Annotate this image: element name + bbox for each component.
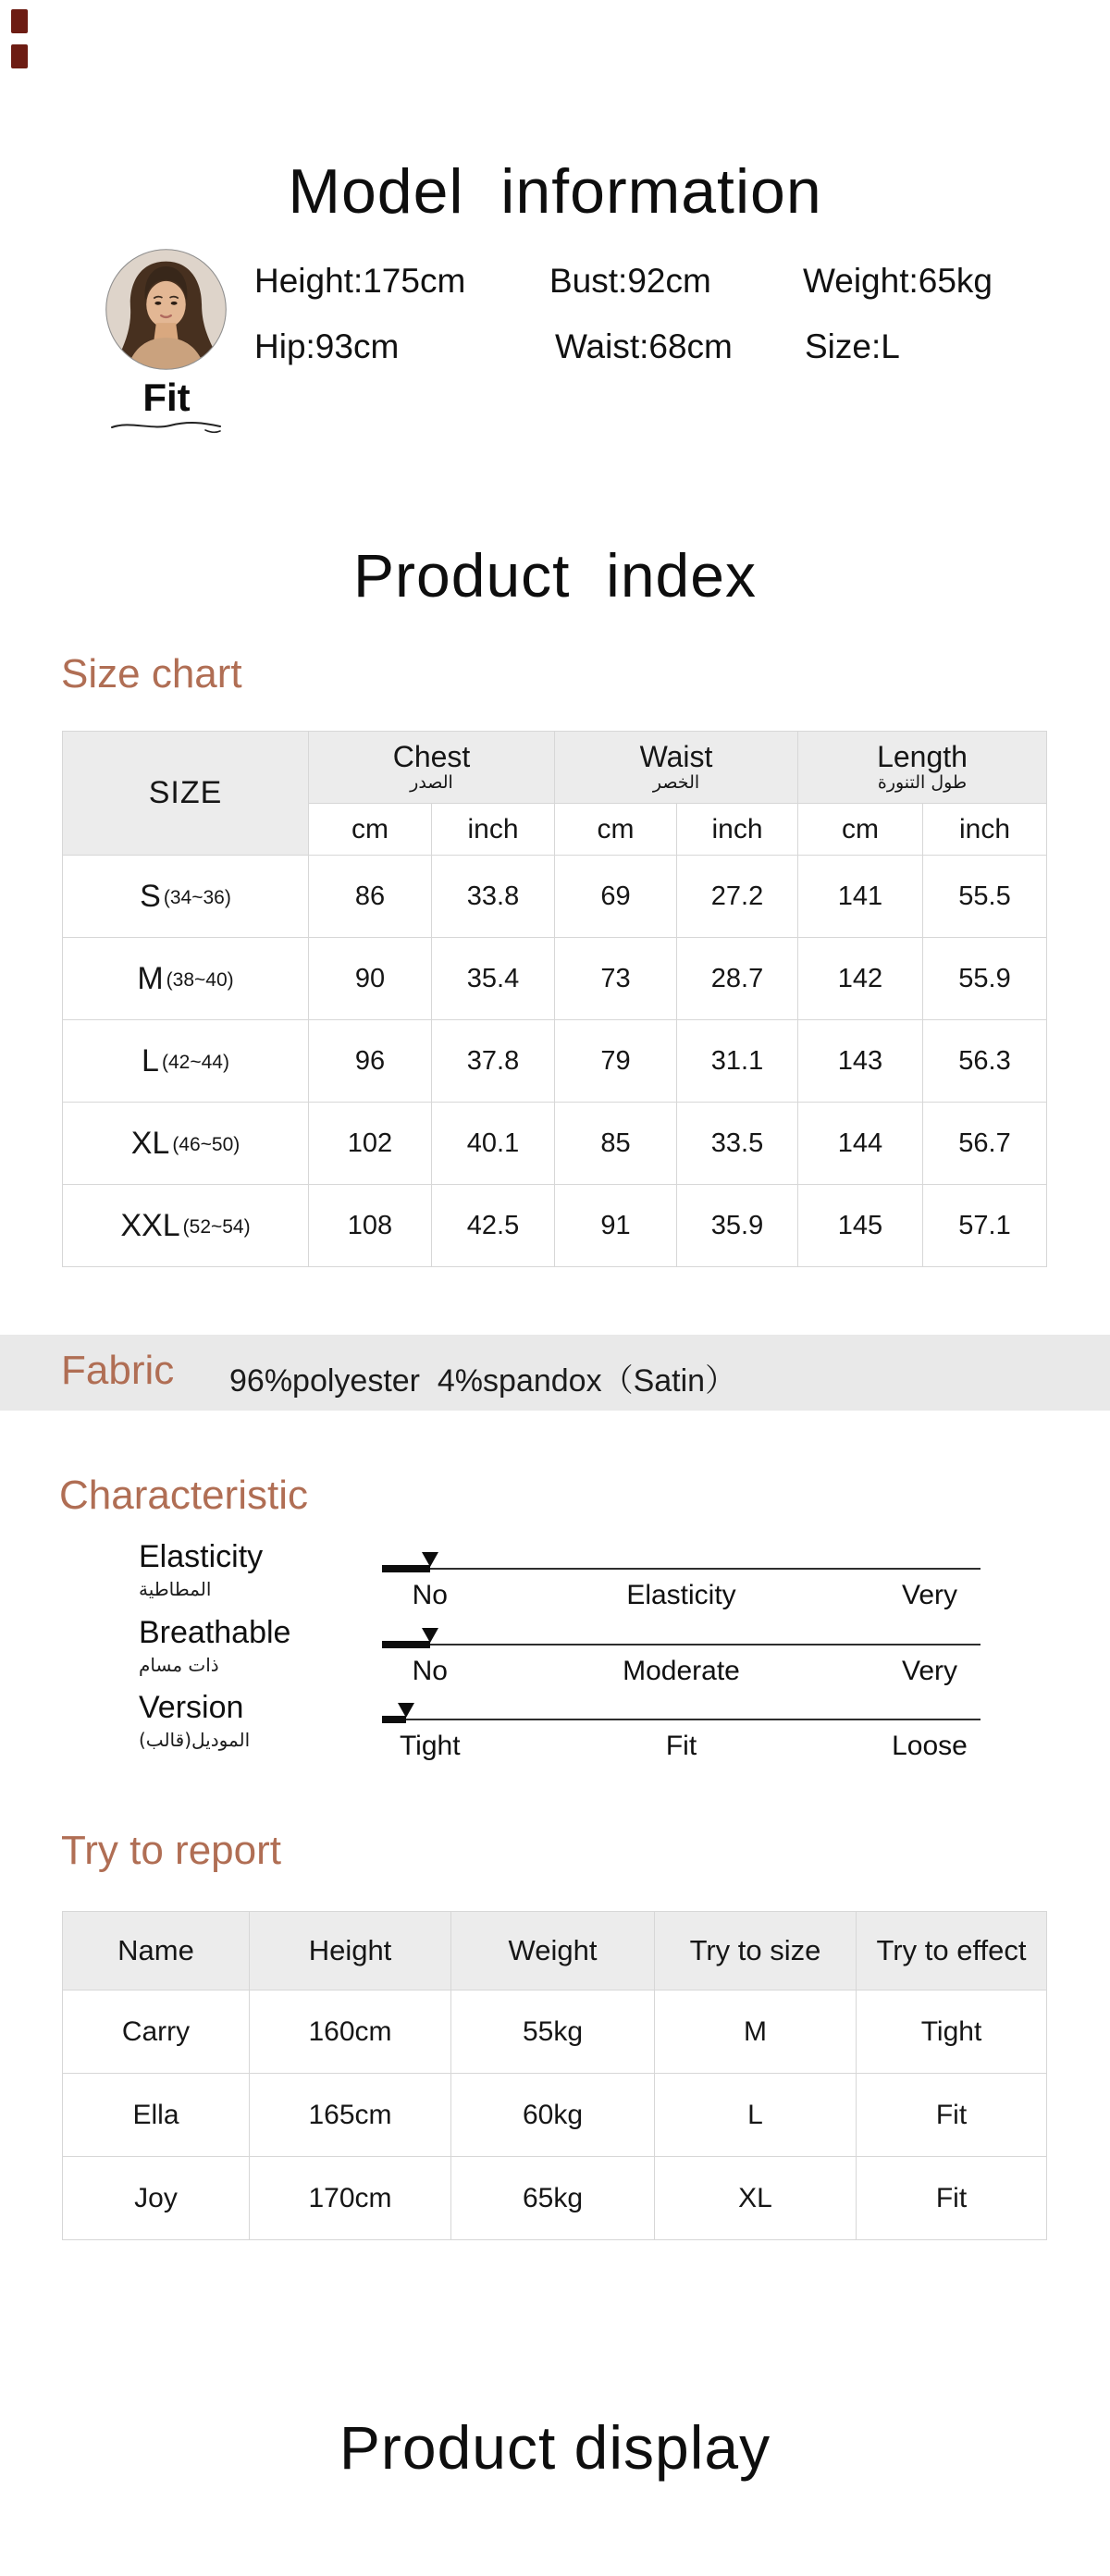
try-row-ella [63,2074,1047,2157]
product-index-title: Product index [353,541,757,610]
size-chart-table [62,731,1047,1267]
try-to-report-heading: Try to report [61,1828,281,1873]
try-column-name: Name [63,1912,250,1991]
scale-label-left: No [412,1580,448,1610]
characteristic-label-arabic: المطاطية [139,1578,212,1600]
scale-label-left: Tight [399,1731,461,1761]
try-column-height: Height [250,1912,451,1991]
try-row-carry [63,1991,1047,2074]
try-column-size: Try to size [655,1912,857,1991]
waist-label: Waist [639,740,713,774]
elasticity-scale [382,1537,980,1617]
characteristic-label: Version [139,1690,244,1725]
size-chart-heading: Size chart [61,651,242,696]
fabric-heading: Fabric [61,1348,175,1393]
size-column-header: SIZE [63,732,309,856]
fabric-section [0,1335,1110,1411]
size-value-cell: 90 [309,938,432,1020]
size-value-cell: 27.2 [677,856,798,938]
slider-marker [422,1552,438,1567]
size-value-cell: 57.1 [923,1185,1047,1267]
size-name-cell [63,938,309,1020]
size-row-l [63,1020,1047,1103]
size-value-cell: 33.5 [677,1103,798,1185]
size-value-cell: 86 [309,856,432,938]
version-scale [382,1688,980,1768]
try-height-cell: 160cm [250,1991,451,2074]
unit-header: inch [677,804,798,856]
size-range: (42~44) [161,1051,229,1073]
scale-label-left: No [412,1656,448,1686]
model-stat-hip: Hip:93cm [254,327,400,365]
size-value-cell: 142 [798,938,923,1020]
slider-marker [422,1628,438,1643]
fabric-composition: 96%polyester 4%spandox（Satin） [229,1363,737,1399]
try-row-joy [63,2157,1047,2240]
characteristic-row-version [0,1688,1110,1768]
model-information-title: Model information [288,156,822,227]
size-value-cell: 42.5 [432,1185,555,1267]
size-row-s [63,856,1047,938]
size-table-header-row [63,732,1047,804]
size-value-cell: 28.7 [677,938,798,1020]
size-name: S [140,878,161,914]
characteristic-label-arabic: الموديل(قالب) [139,1729,251,1751]
size-name-cell [63,1020,309,1103]
try-effect-cell: Fit [857,2157,1047,2240]
scale-label-middle: Fit [665,1731,697,1761]
unit-header: inch [923,804,1047,856]
try-size-cell: M [655,1991,857,2074]
size-value-cell: 85 [555,1103,677,1185]
size-value-cell: 145 [798,1185,923,1267]
unit-header: cm [309,804,432,856]
size-value-cell: 55.9 [923,938,1047,1020]
try-report-table [62,1911,1047,2240]
characteristic-label: Elasticity [139,1539,264,1574]
characteristic-label-arabic: ذات مسام [139,1654,219,1676]
corner-artifact [11,44,28,68]
scale-label-middle: Elasticity [626,1580,736,1610]
try-name-cell: Carry [63,1991,250,2074]
unit-header: cm [798,804,923,856]
size-row-m [63,938,1047,1020]
slider-line [382,1644,980,1645]
model-stat-weight: Weight:65kg [803,262,993,300]
try-effect-cell: Fit [857,2074,1047,2157]
size-range: (52~54) [182,1215,251,1238]
scale-label-middle: Moderate [623,1656,740,1686]
fit-badge-label: Fit [142,376,191,419]
size-value-cell: 56.3 [923,1020,1047,1103]
unit-header: cm [555,804,677,856]
waist-column-header [555,732,798,804]
try-weight-cell: 60kg [451,2074,655,2157]
size-value-cell: 79 [555,1020,677,1103]
size-value-cell: 37.8 [432,1020,555,1103]
characteristic-heading: Characteristic [59,1473,308,1518]
size-value-cell: 56.7 [923,1103,1047,1185]
try-name-cell: Ella [63,2074,250,2157]
size-value-cell: 33.8 [432,856,555,938]
try-height-cell: 170cm [250,2157,451,2240]
chest-label: Chest [392,740,471,774]
try-column-weight: Weight [451,1912,655,1991]
size-range: (34~36) [163,886,231,908]
waist-label-arabic: الخصر [652,771,700,793]
size-value-cell: 141 [798,856,923,938]
size-value-cell: 143 [798,1020,923,1103]
size-name: XL [130,1125,170,1161]
size-row-xxl [63,1185,1047,1267]
scale-label-right: Loose [892,1731,968,1761]
try-weight-cell: 55kg [451,1991,655,2074]
breathable-scale [382,1613,980,1693]
size-value-cell: 35.9 [677,1185,798,1267]
try-column-effect: Try to effect [857,1912,1047,1991]
product-display-title: Product display [339,2413,771,2482]
try-height-cell: 165cm [250,2074,451,2157]
characteristic-row-elasticity [0,1537,1110,1617]
slider-marker [398,1703,414,1718]
size-name: XXL [120,1207,180,1243]
size-range: (46~50) [172,1133,240,1155]
characteristic-label: Breathable [139,1615,291,1650]
try-size-cell: L [655,2074,857,2157]
try-effect-cell: Tight [857,1991,1047,2074]
length-label-arabic: طول التنورة [877,771,968,793]
slider-line [382,1568,980,1570]
size-value-cell: 108 [309,1185,432,1267]
size-name: L [142,1042,159,1078]
try-table-header-row [63,1912,1047,1991]
size-value-cell: 69 [555,856,677,938]
fit-underline-icon [109,418,228,437]
size-name-cell [63,1103,309,1185]
model-stat-size: Size:L [805,327,900,365]
size-value-cell: 31.1 [677,1020,798,1103]
size-value-cell: 35.4 [432,938,555,1020]
size-name-cell [63,856,309,938]
scale-label-right: Very [901,1580,958,1610]
scale-label-right: Very [901,1656,958,1686]
chest-column-header [309,732,555,804]
model-avatar [105,248,228,371]
size-value-cell: 91 [555,1185,677,1267]
size-name-cell [63,1185,309,1267]
size-value-cell: 102 [309,1103,432,1185]
size-value-cell: 96 [309,1020,432,1103]
corner-artifact [11,9,28,33]
try-size-cell: XL [655,2157,857,2240]
unit-header: inch [432,804,555,856]
size-value-cell: 55.5 [923,856,1047,938]
model-stat-waist: Waist:68cm [555,327,733,365]
length-column-header [798,732,1047,804]
model-stat-bust: Bust:92cm [549,262,711,300]
size-range: (38~40) [166,968,234,991]
slider-line [382,1719,980,1720]
size-value-cell: 73 [555,938,677,1020]
size-name: M [137,960,164,996]
model-photo-icon [105,248,228,371]
model-stat-height: Height:175cm [254,262,466,300]
try-weight-cell: 65kg [451,2157,655,2240]
size-value-cell: 40.1 [432,1103,555,1185]
characteristic-row-breathable [0,1613,1110,1693]
chest-label-arabic: الصدر [410,771,453,793]
size-row-xl [63,1103,1047,1185]
try-name-cell: Joy [63,2157,250,2240]
size-value-cell: 144 [798,1103,923,1185]
length-label: Length [877,740,968,774]
